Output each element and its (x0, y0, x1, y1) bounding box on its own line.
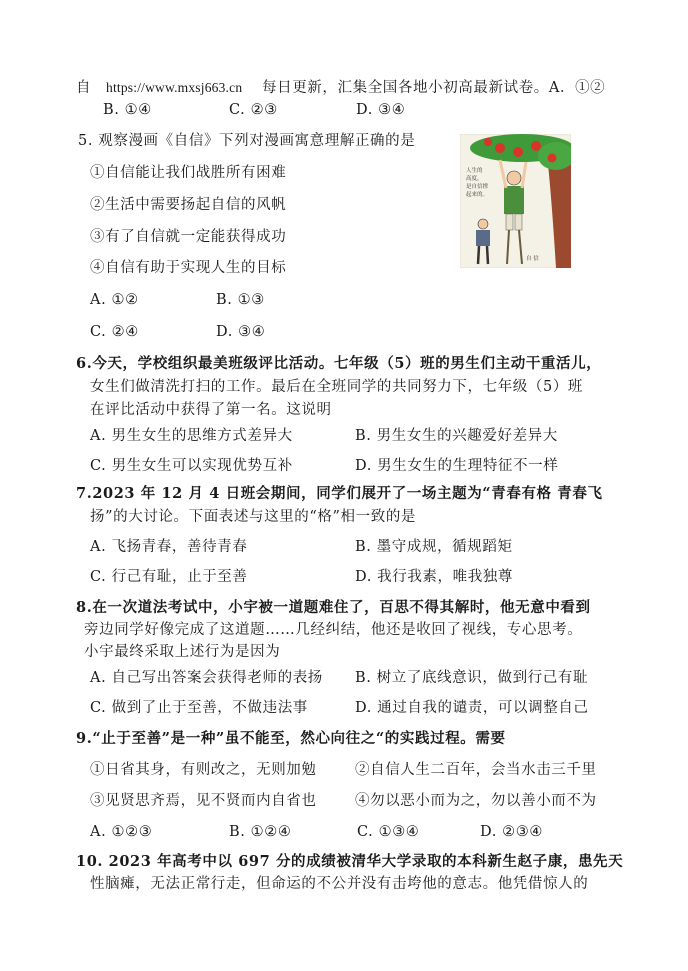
q7-option-c: C. 行己有耻，止于至善 (90, 569, 248, 585)
prev-option-d: D. ③④ (356, 102, 406, 118)
q6-option-a: A. 男生女生的思维方式差异大 (90, 428, 293, 444)
q8-line-2: 旁边同学好像完成了这道题……几经纠结，他还是收回了视线，专心思考。 (84, 622, 583, 638)
q9-option-a: A. ①②③ (90, 824, 153, 840)
q8-option-b: B. 树立了底线意识，做到行己有耻 (355, 670, 589, 686)
q9-statement-2: ②自信人生二百年，会当水击三千里 (355, 762, 597, 778)
q6-line-1: 6.今天，学校组织最美班级评比活动。七年级（5）班的男生们主动干重活儿， (76, 355, 602, 372)
q6-option-d: D. 男生女生的生理特征不一样 (355, 458, 559, 474)
cartoon-text-2: 高度， (466, 176, 483, 182)
q5-option-b: B. ①③ (216, 292, 265, 308)
confidence-cartoon-image (460, 134, 571, 268)
source-url-link[interactable]: https://www.mxsj663.cn (106, 80, 243, 95)
q9-option-c: C. ①③④ (357, 824, 420, 840)
q8-option-c: C. 做到了止于至善，不做违法事 (90, 700, 308, 716)
q5-option-a: A. ①② (90, 292, 139, 308)
q5-statement-2: ②生活中需要扬起自信的风帆 (90, 197, 287, 213)
q8-line-1: 8.在一次道法考试中，小宇被一道题难住了，百思不得其解时，他无意中看到 (76, 599, 591, 616)
q8-option-d: D. 通过自我的谴责，可以调整自己 (355, 700, 589, 716)
q9-stem: 9.“止于至善”是一种”虽不能至，然心向往之“的实践过程。需要 (76, 730, 506, 747)
cartoon-text-3: 是自信撑 (466, 184, 489, 190)
q9-option-b: B. ①②④ (229, 824, 292, 840)
q7-option-a: A. 飞扬青春，善待青春 (90, 539, 248, 555)
header-tail: 每日更新，汇集全国各地小初高最新试卷。A．①② (262, 80, 606, 96)
q9-statement-1: ①日省其身，有则改之，无则加勉 (90, 762, 317, 778)
cartoon-text-1: 人生的 (466, 168, 483, 174)
q7-option-b: B. 墨守成规，循规蹈矩 (355, 539, 513, 555)
q6-option-b: B. 男生女生的兴趣爱好差异大 (355, 428, 558, 444)
cartoon-caption: 自 信 (526, 256, 539, 262)
q5-statement-4: ④自信有助于实现人生的目标 (90, 260, 287, 276)
prev-option-c: C. ②③ (229, 102, 278, 118)
cartoon-text-4: 起来的。 (466, 192, 489, 198)
q5-option-d: D. ③④ (216, 324, 266, 340)
q5-statement-3: ③有了自信就一定能获得成功 (90, 229, 287, 245)
q9-statement-3: ③见贤思齐焉，见不贤而内自省也 (90, 793, 317, 809)
q9-option-d: D. ②③④ (480, 824, 543, 840)
q5-statement-1: ①自信能让我们战胜所有困难 (90, 165, 287, 181)
q10-line-1: 10. 2023 年高考中以 697 分的成绩被清华大学录取的本科新生赵子康，患先天 (76, 853, 624, 870)
header-prefix: 自 (76, 80, 92, 96)
prev-option-b: B. ①④ (103, 102, 152, 118)
q9-statement-4: ④勿以恶小而为之，勿以善小而不为 (355, 793, 597, 809)
q7-line-1: 7.2023 年 12 月 4 日班会期间，同学们展开了一场主题为“青春有格 青春飞 (76, 485, 603, 502)
q5-stem: 5. 观察漫画《自信》下列对漫画寓意理解正确的是 (78, 133, 416, 149)
q7-line-2: 扬”的大讨论。下面表述与这里的“格”相一致的是 (90, 509, 417, 525)
q8-line-3: 小宇最终采取上述行为是因为 (84, 644, 281, 660)
q10-line-2: 性脑瘫，无法正常行走，但命运的不公并没有击垮他的意志。他凭借惊人的 (90, 876, 589, 892)
q7-option-d: D. 我行我素，唯我独尊 (355, 569, 514, 585)
q5-option-c: C. ②④ (90, 324, 139, 340)
q8-option-a: A. 自己写出答案会获得老师的表扬 (90, 670, 323, 686)
q6-line-2: 女生们做清洗打扫的工作。最后在全班同学的共同努力下，七年级（5）班 (90, 379, 584, 395)
q6-option-c: C. 男生女生可以实现优势互补 (90, 458, 293, 474)
q6-line-3: 在评比活动中获得了第一名。这说明 (90, 402, 332, 418)
